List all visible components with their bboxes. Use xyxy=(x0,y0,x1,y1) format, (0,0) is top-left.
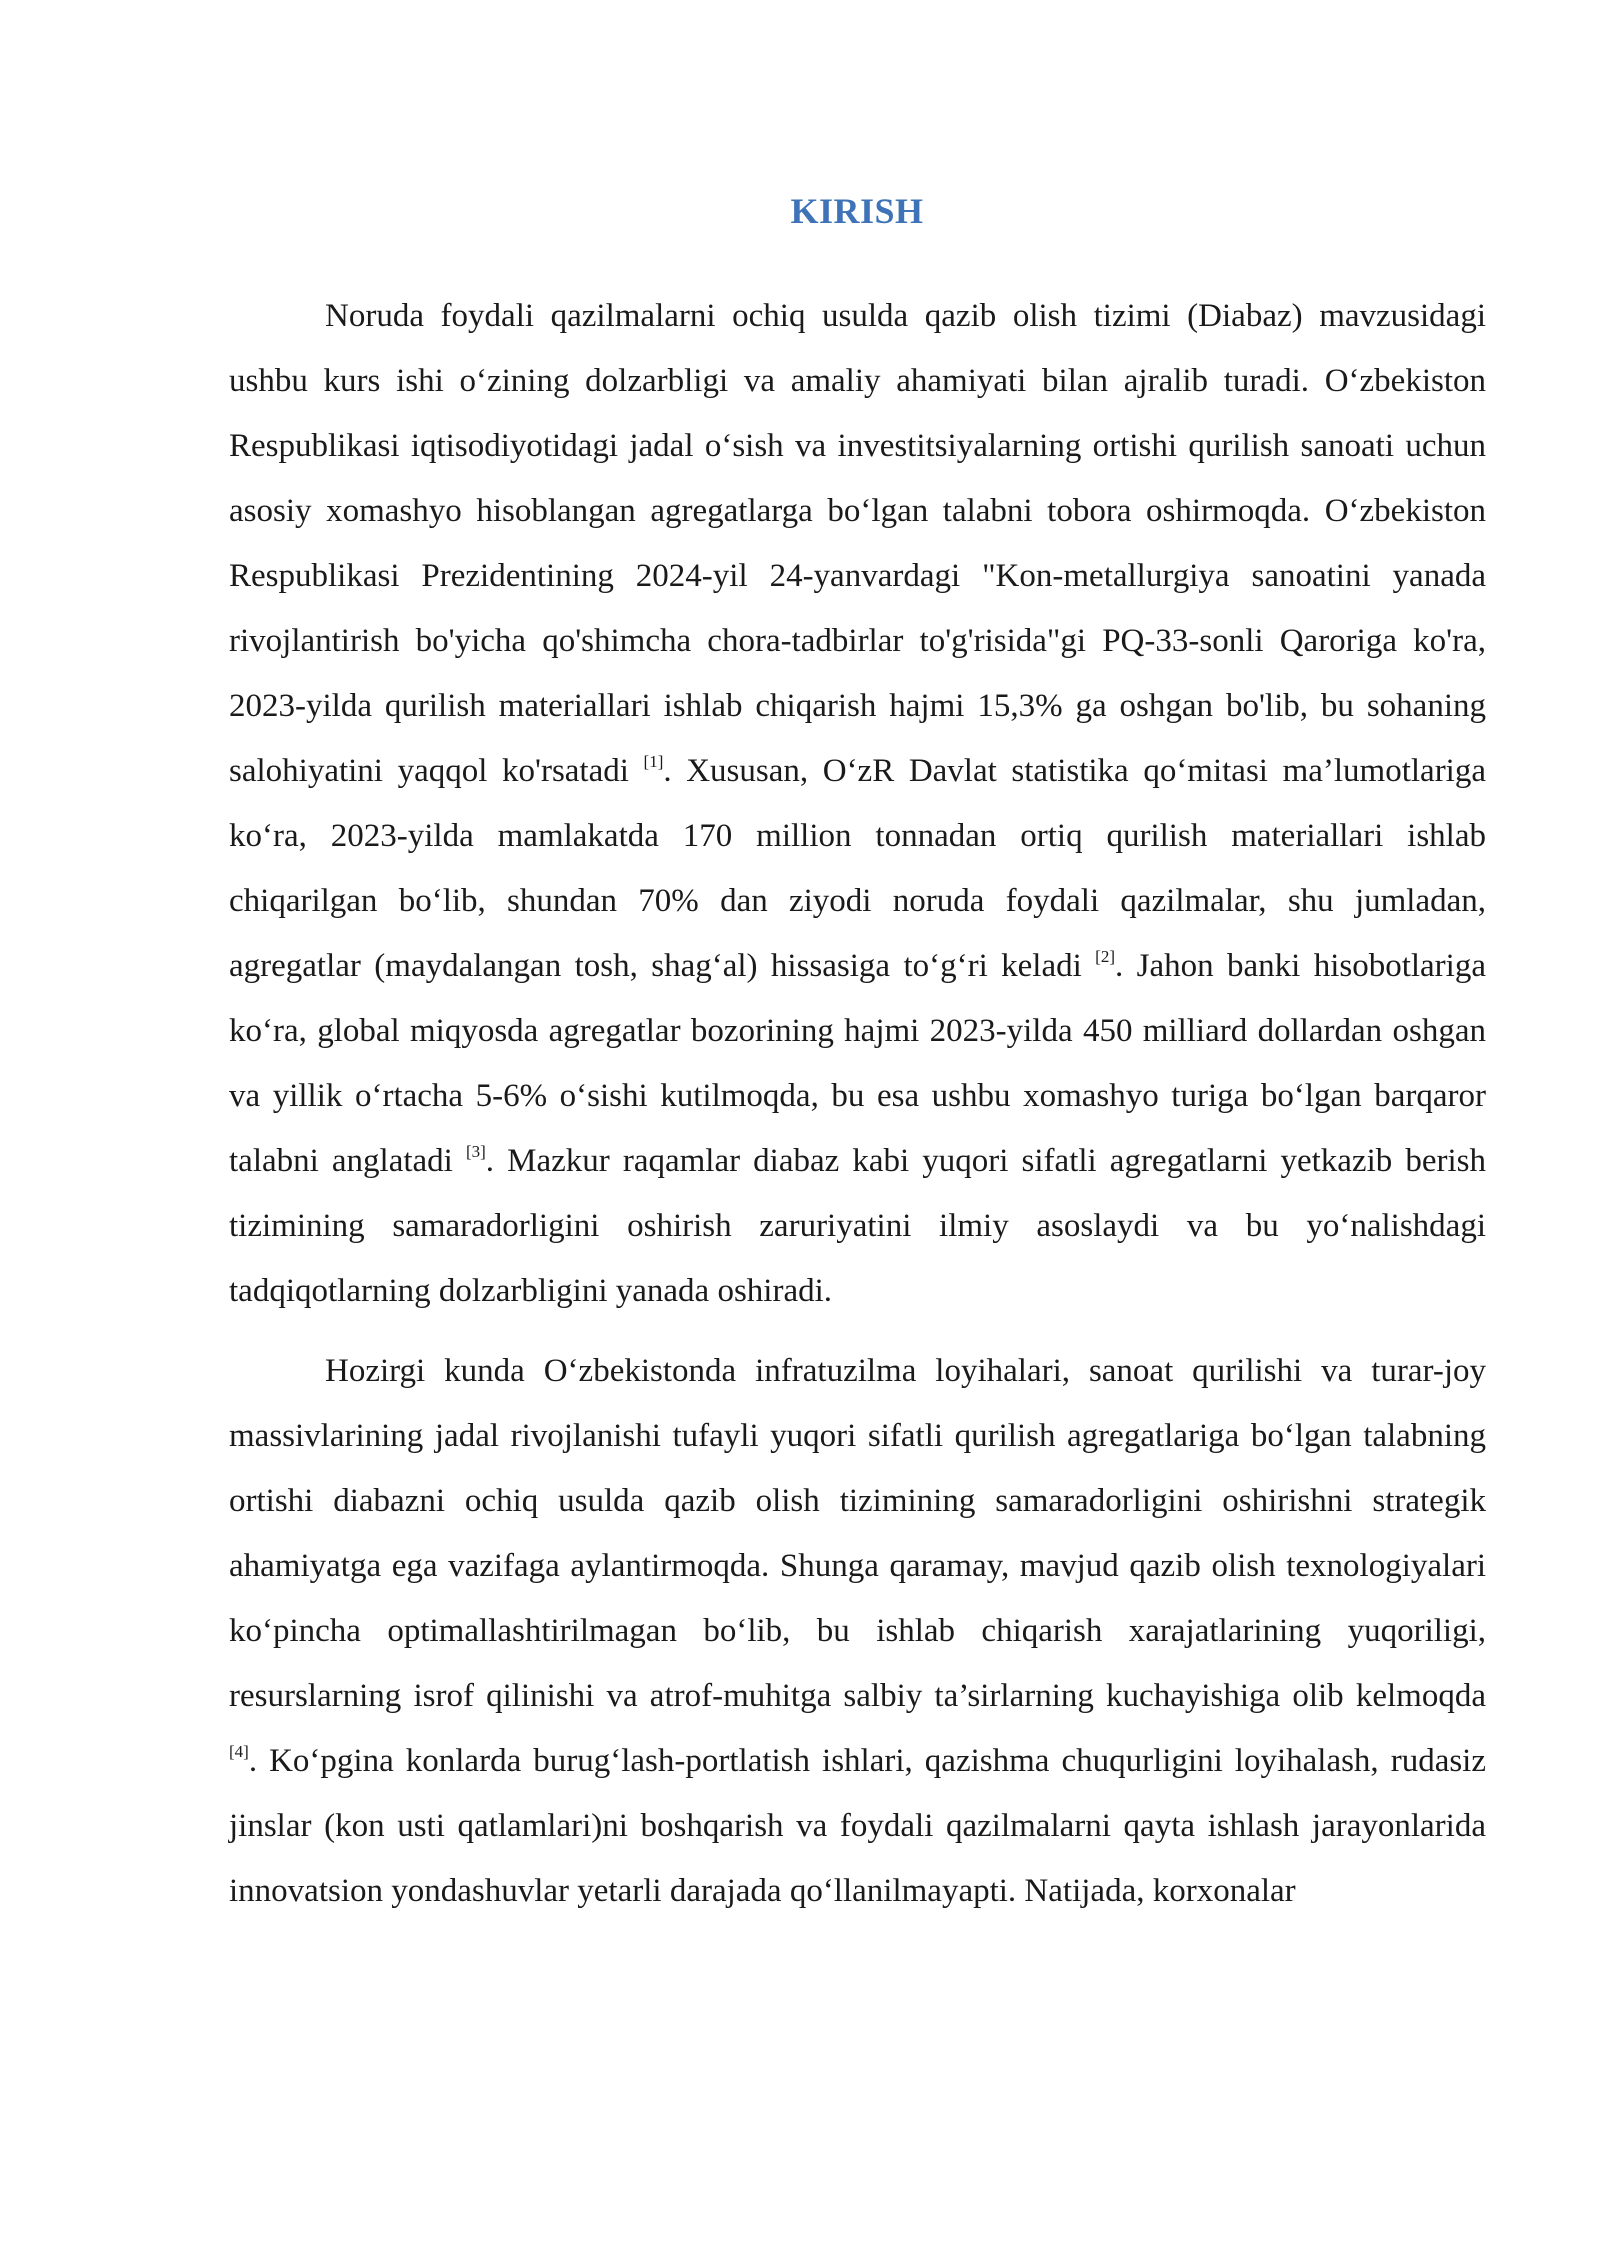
paragraph-2 xyxy=(229,1339,1486,1924)
section-heading: KIRISH xyxy=(790,191,924,231)
citation-ref-3[interactable]: [3] xyxy=(465,1142,486,1161)
citation-ref-1[interactable]: [1] xyxy=(643,752,664,771)
citation-ref-2[interactable]: [2] xyxy=(1095,947,1115,966)
paragraph-2-text-2: . Ko‘pgina konlarda burug‘lash-portlatish ishlari, qazishma chuqurligini loyihalash, rudasiz jinslar (kon usti qatlamlari)ni boshqarish va foydali qazilmalarni qayta ishlash jarayonlarida innovatsion yondashuvlar yetarli darajada qo‘llanilmayapti. Natijada, korxonalar xyxy=(229,1743,1486,1909)
citation-ref-4[interactable]: [4] xyxy=(229,1742,249,1761)
paragraph-2-text-1: Hozirgi kunda O‘zbekistonda infratuzilma loyihalari, sanoat qurilishi va turar-joy massivlarining jadal rivojlanishi tufayli yuqori sifatli qurilish agregatlariga bo‘lgan talabning ortishi diabazni ochiq usulda qazib olish tizimining samaradorligini oshirishni strategik ahamiyatga ega vazifaga aylantirmoqda. Shunga qaramay, mavjud qazib olish texnologiyalari ko‘pincha optimallashtirilmagan bo‘lib, bu ishlab chiqarish xarajatlarining yuqoriligi, resurslarning isrof qilinishi va atrof-muhitga salbiy ta’sirlarning kuchayishiga olib kelmoqda xyxy=(229,1353,1486,1714)
body-text xyxy=(229,284,1486,1924)
paragraph-1-text-2: . Xususan, O‘zR Davlat statistika qo‘mitasi ma’lumotlariga ko‘ra, 2023-yilda mamlakatda 170 million tonnadan ortiq qurilish materiallari ishlab chiqarilgan bo‘lib, shundan 70% dan ziyodi noruda foydali qazilmalar, shu jumladan, agregatlar (maydalangan tosh, shag‘al) hissasiga to‘g‘ri keladi xyxy=(229,753,1487,984)
paragraph-1-text-4: . Mazkur raqamlar diabaz kabi yuqori sifatli agregatlarni yetkazib berish tizimining samaradorligini oshirish zaruriyatini ilmiy asoslaydi va bu yo‘nalishdagi tadqiqotlarning dolzarbligini yanada oshiradi. xyxy=(229,1143,1486,1309)
paragraph-1-text-1: Noruda foydali qazilmalarni ochiq usulda qazib olish tizimi (Diabaz) mavzusidagi ushbu kurs ishi o‘zining dolzarbligi va amaliy ahamiyati bilan ajralib turadi. O‘zbekiston Respublikasi iqtisodiyotidagi jadal o‘sish va investitsiyalarning ortishi qurilish sanoati uchun asosiy xomashyo hisoblangan agregatlarga bo‘lgan talabni tobora oshirmoqda. O‘zbekiston Respublikasi Prezidentining 2024-yil 24-yanvardagi "Kon-metallurgiya sanoatini yanada rivojlantirish bo'yicha qo'shimcha chora-tadbirlar to'g'risida"gi PQ-33-sonli Qaroriga ko'ra, 2023-yilda qurilish materiallari ishlab chiqarish hajmi 15,3% ga oshgan bo'lib, bu sohaning salohiyatini yaqqol ko'rsatadi xyxy=(229,298,1486,789)
paragraph-1-text-3: . Jahon banki hisobotlariga ko‘ra, global miqyosda agregatlar bozorining hajmi 2023-yilda 450 milliard dollardan oshgan va yillik o‘rtacha 5-6% o‘sishi kutilmoqda, bu esa ushbu xomashyo turiga bo‘lgan barqaror talabni anglatadi xyxy=(229,948,1486,1179)
paragraph-1 xyxy=(229,284,1486,1324)
